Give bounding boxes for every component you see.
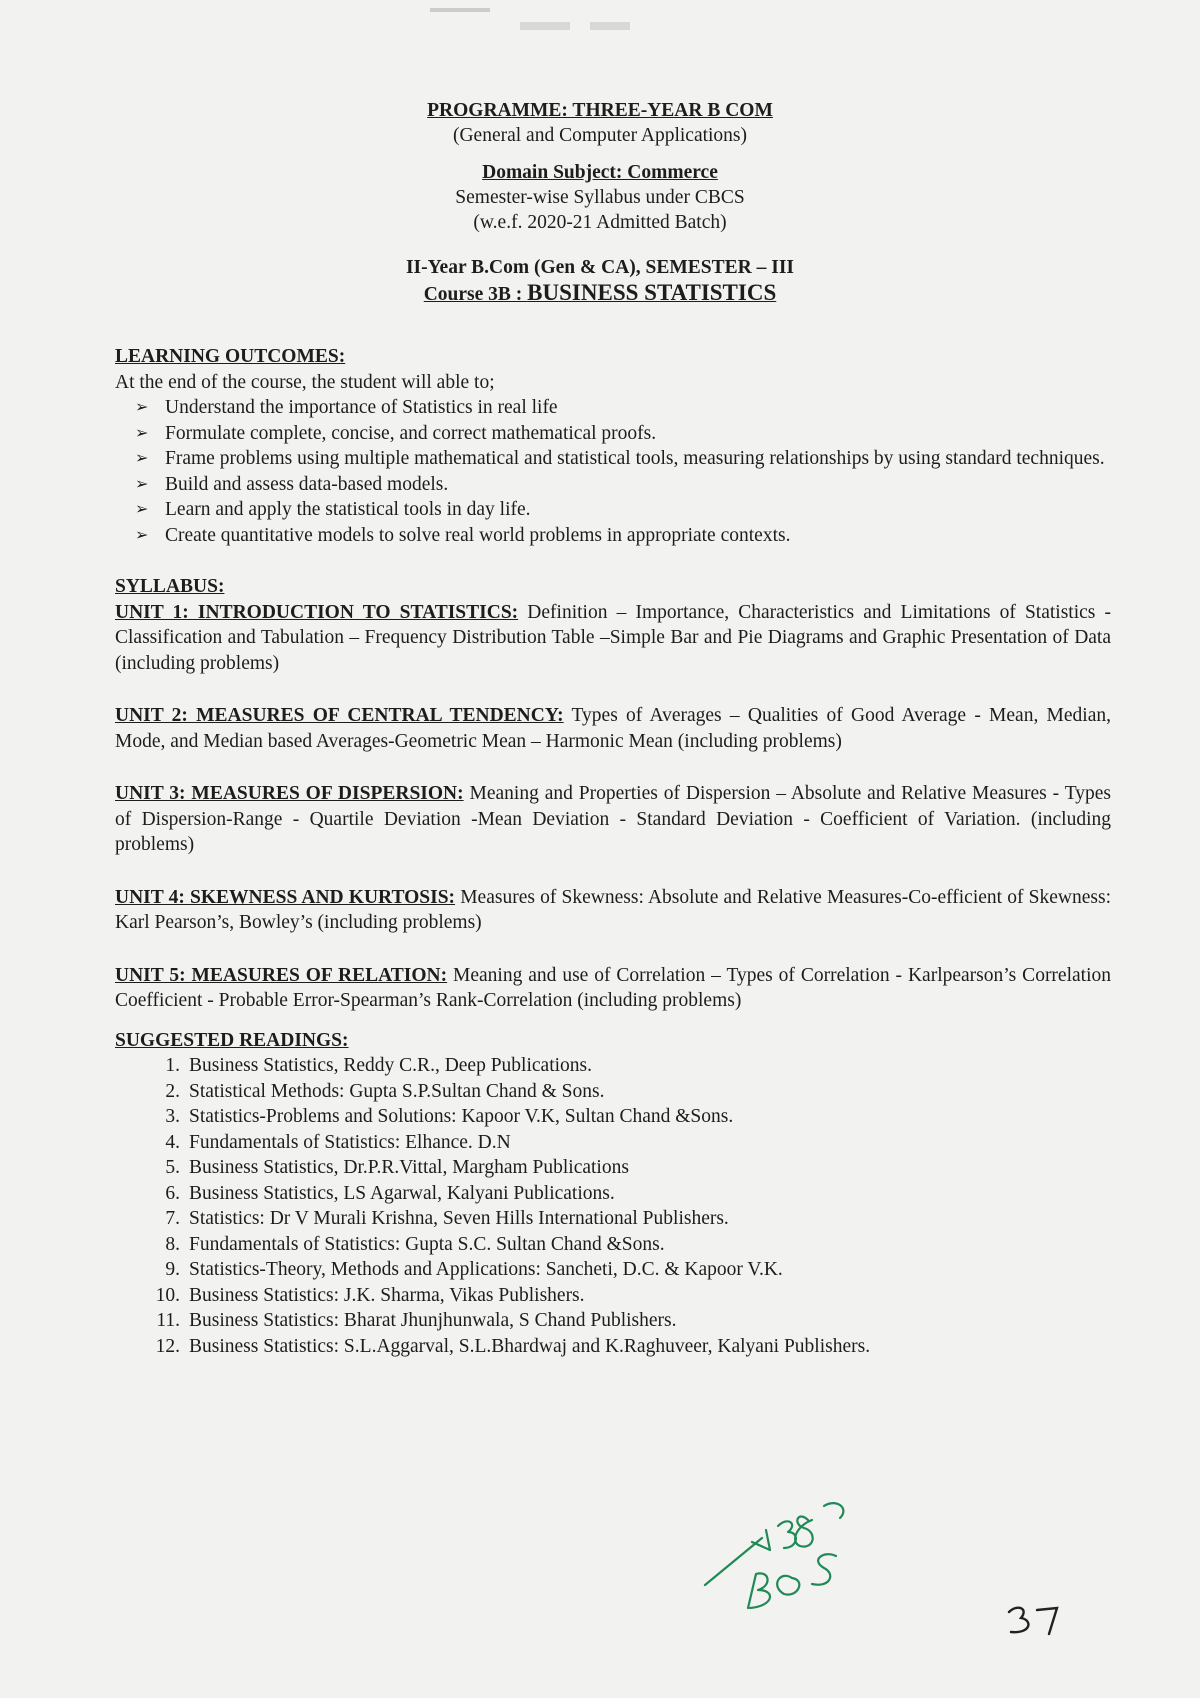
unit-title: UNIT 1: INTRODUCTION TO STATISTICS: — [115, 601, 519, 623]
course-line — [0, 280, 1200, 307]
unit-4 — [115, 885, 1111, 936]
handwritten-signature — [700, 1490, 880, 1620]
learning-outcomes-list — [115, 395, 1111, 548]
unit-title: UNIT 3: MEASURES OF DISPERSION: — [115, 783, 464, 804]
scan-artifact-icon — [420, 8, 700, 38]
unit-1 — [115, 600, 1111, 677]
learning-outcomes-intro: At the end of the course, the student will able to; — [115, 371, 495, 393]
list-item: 6. Business Statistics, LS Agarwal, Kalyani Publications. — [165, 1182, 615, 1204]
suggested-readings-list — [115, 1053, 1111, 1359]
syllabus-heading: SYLLABUS: — [115, 576, 225, 597]
list-item: 7. Statistics: Dr V Murali Krishna, Seven Hills International Publishers. — [165, 1208, 729, 1229]
programme-subtitle: (General and Computer Applications) — [452, 125, 748, 146]
list-item: 4. Fundamentals of Statistics: Elhance. D.N — [165, 1131, 511, 1153]
unit-title: UNIT 4: SKEWNESS AND KURTOSIS: — [115, 886, 456, 908]
unit-text: Definition – Importance, Characteristics and Limitations of Statistics -Classification and Tabulation – Frequency Distribution Table –Simple Bar and Pie Diagrams and Graphic Presentation of Data (including problems) — [115, 601, 1112, 674]
unit-title: UNIT 5: MEASURES OF RELATION: — [115, 964, 448, 986]
list-item: 5. Business Statistics, Dr.P.R.Vittal, Margham Publications — [165, 1157, 629, 1178]
unit-title: UNIT 2: MEASURES OF CENTRAL TENDENCY: — [115, 705, 564, 726]
unit-text: Measures of Skewness: Absolute and Relative Measures-Co-efficient of Skewness: Karl Pearson’s, Bowley’s (including problems) — [115, 886, 1111, 933]
list-item: ➢ Create quantitative models to solve real world problems in appropriate contexts. — [135, 523, 1111, 549]
syllabus-line: Semester-wise Syllabus under CBCS — [455, 187, 745, 208]
unit-text: Meaning and Properties of Dispersion – Absolute and Relative Measures - Types of Dispersion-Range - Quartile Deviation -Mean Deviation - Standard Deviation - Coefficient of Variation. (including problems) — [115, 783, 1111, 855]
unit-text: Types of Averages – Qualities of Good Average - Mean, Median, Mode, and Median based Averages-Geometric Mean – Harmonic Mean (including problems) — [115, 705, 1112, 752]
list-item: 1. Business Statistics, Reddy C.R., Deep Publications. — [165, 1055, 592, 1076]
arrowhead-bullet-icon: ➢ — [135, 526, 149, 544]
unit-2 — [115, 703, 1111, 754]
list-item: 3. Statistics-Problems and Solutions: Kapoor V.K, Sultan Chand &Sons. — [165, 1106, 734, 1127]
unit-3 — [115, 781, 1111, 858]
list-item: ➢ Understand the importance of Statistics in real life — [135, 395, 1111, 421]
list-item: 2. Statistical Methods: Gupta S.P.Sultan Chand & Sons. — [165, 1080, 605, 1102]
unit-text: Meaning and use of Correlation – Types of Correlation - Karlpearson’s Correlation Coefficient - Probable Error-Spearman’s Rank-Correlation (including problems) — [115, 964, 1111, 1011]
course-title: BUSINESS STATISTICS — [527, 280, 777, 305]
list-item: ➢ Build and assess data-based models. — [135, 472, 1111, 498]
suggested-readings-heading: SUGGESTED READINGS: — [115, 1029, 349, 1051]
list-item: ➢ Learn and apply the statistical tools in day life. — [135, 497, 1111, 523]
page-number-handwritten — [1005, 1600, 1065, 1640]
arrowhead-bullet-icon: ➢ — [135, 450, 149, 467]
list-item: ➢ Frame problems using multiple mathematical and statistical tools, measuring relationships by using standard techniques. — [135, 446, 1111, 472]
list-item: 12. Business Statistics: S.L.Aggarval, S.L.Bhardwaj and K.Raghuveer, Kalyani Publishers. — [155, 1335, 871, 1357]
domain-subject: Domain Subject: Commerce — [482, 162, 718, 183]
learning-outcomes-heading: LEARNING OUTCOMES: — [115, 346, 346, 367]
document-header — [0, 98, 1200, 307]
list-item: 11. Business Statistics: Bharat Jhunjhunwala, S Chand Publishers. — [156, 1310, 677, 1331]
unit-5 — [115, 963, 1111, 1014]
list-item: 10. Business Statistics: J.K. Sharma, Vikas Publishers. — [155, 1284, 585, 1306]
year-semester-line: II-Year B.Com (Gen & CA), SEMESTER – III — [405, 257, 795, 278]
course-prefix: Course 3B : — [423, 284, 528, 305]
arrowhead-bullet-icon: ➢ — [135, 424, 149, 442]
arrowhead-bullet-icon: ➢ — [135, 475, 149, 493]
arrowhead-bullet-icon: ➢ — [135, 399, 149, 416]
main-content — [115, 344, 1111, 1359]
programme-title: PROGRAMME: THREE-YEAR B COM — [427, 100, 773, 121]
list-item: 9. Statistics-Theory, Methods and Applications: Sancheti, D.C. & Kapoor V.K. — [165, 1259, 783, 1280]
list-item: ➢ Formulate complete, concise, and correct mathematical proofs. — [135, 421, 1111, 447]
arrowhead-bullet-icon: ➢ — [135, 501, 149, 518]
list-item: 8. Fundamentals of Statistics: Gupta S.C. Sultan Chand &Sons. — [165, 1233, 665, 1255]
batch-line: (w.e.f. 2020-21 Admitted Batch) — [473, 212, 727, 233]
